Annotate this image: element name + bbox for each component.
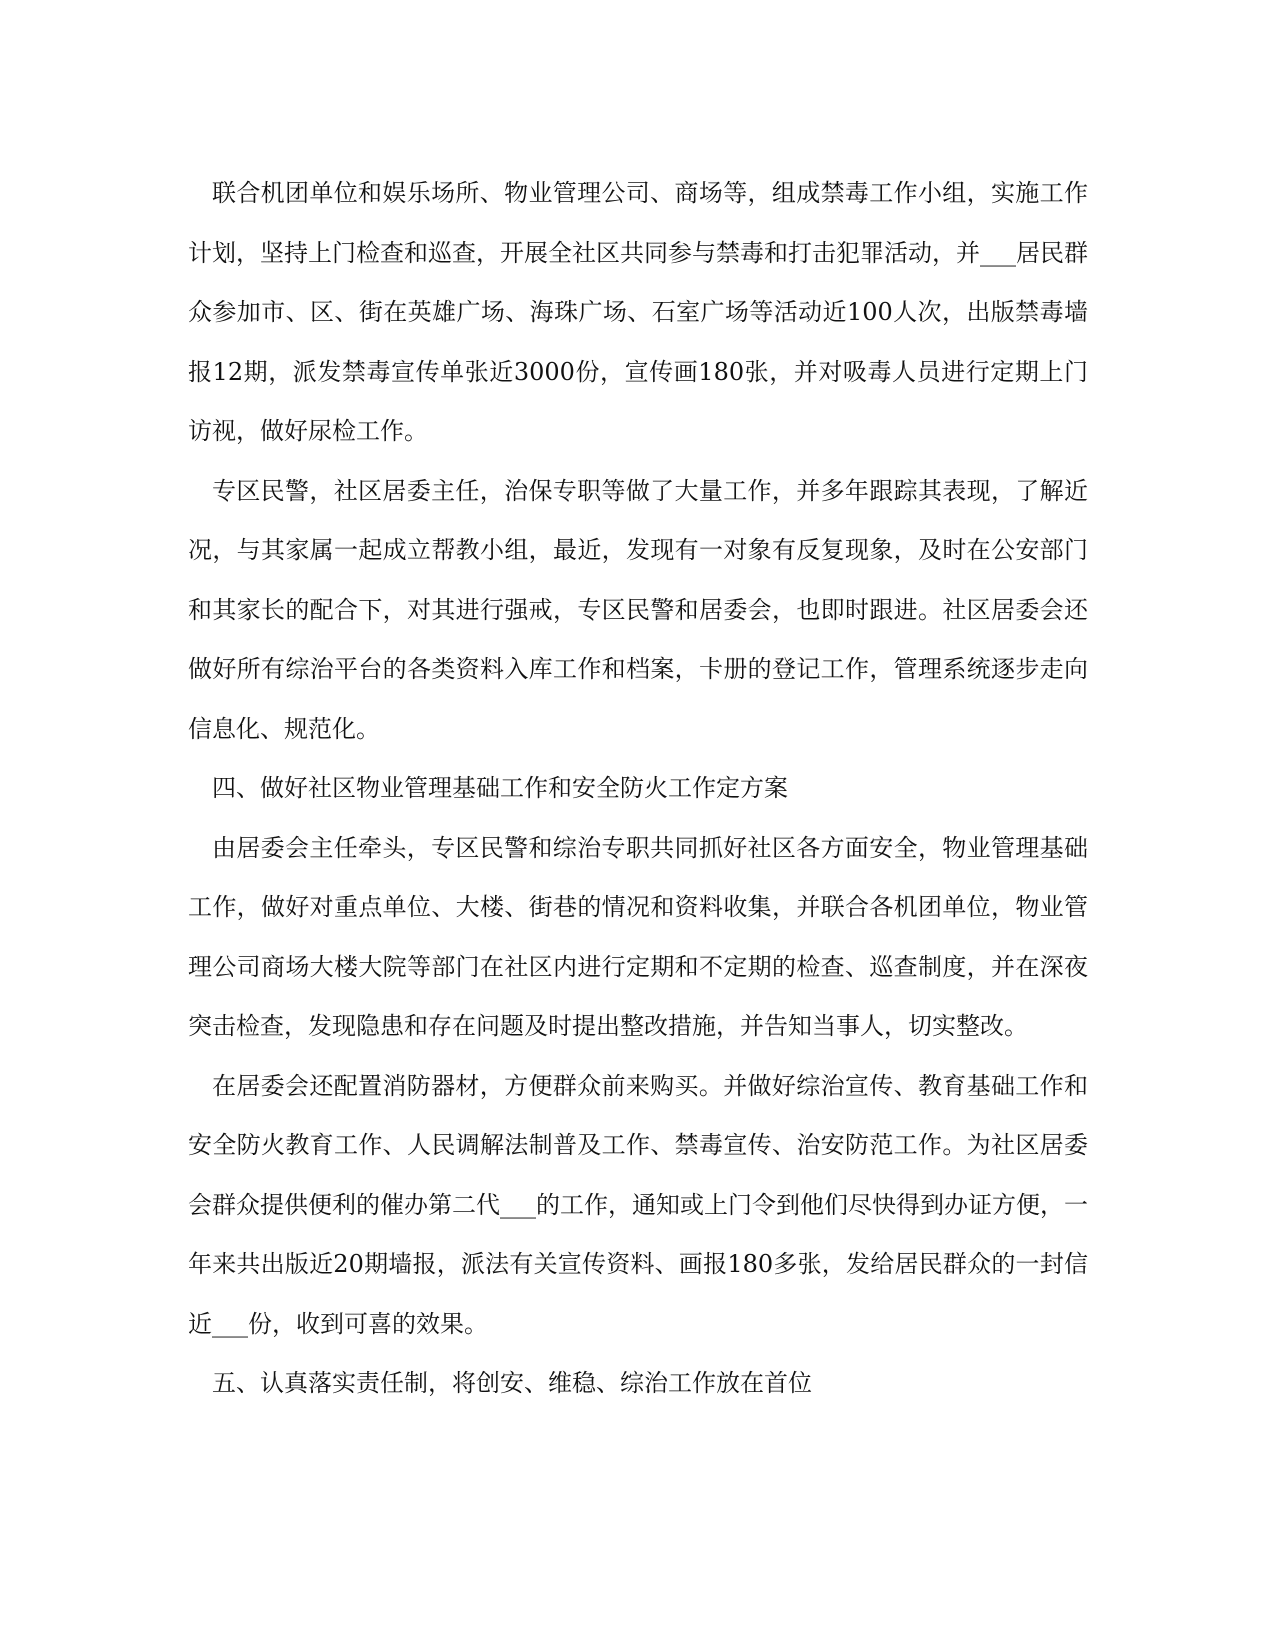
paragraph-drug-control-activities: 联合机团单位和娱乐场所、物业管理公司、商场等，组成禁毒工作小组，实施工作计划，坚持上门检查和巡查，开展全社区共同参与禁毒和打击犯罪活动，并___居民群众参加市、区、街在英雄广场、海珠广场、石室广场等活动近100人次，出版禁毒墙报12期，派发禁毒宣传单张近3000份，宣传画180张，并对吸毒人员进行定期上门访视，做好尿检工作。 [188,179,1088,445]
paragraph-property-safety: 由居委会主任牵头，专区民警和综治专职共同抓好社区各方面安全，物业管理基础工作，做好对重点单位、大楼、街巷的情况和资料收集，并联合各机团单位，物业管理公司商场大楼大院等部门在社区内进行定期和不定期的检查、巡查制度，并在深夜突击检查，发现隐患和存在问题及时提出整改措施，并告知当事人，切实整改。 [188,833,1088,1040]
section-heading-4: 四、做好社区物业管理基础工作和安全防火工作定方案 [212,774,788,802]
paragraph-fire-equipment-publicity: 在居委会还配置消防器材，方便群众前来购买。并做好综治宣传、教育基础工作和安全防火教育工作、人民调解法制普及工作、禁毒宣传、治安防范工作。为社区居委会群众提供便利的催办第二代___的工作，通知或上门令到他们尽快得到办证方便，一年来共出版近20期墙报，派法有关宣传资料、画报180多张，发给居民群众的一封信近___份，收到可喜的效果。 [188,1071,1088,1338]
document-page [188,164,1088,1414]
paragraph-police-follow-up: 专区民警，社区居委主任，治保专职等做了大量工作，并多年跟踪其表现，了解近况，与其家属一起成立帮教小组，最近，发现有一对象有反复现象，及时在公安部门和其家长的配合下，对其进行强戒，专区民警和居委会，也即时跟进。社区居委会还做好所有综治平台的各类资料入库工作和档案，卡册的登记工作，管理系统逐步走向信息化、规范化。 [188,476,1088,743]
section-heading-5: 五、认真落实责任制，将创安、维稳、综治工作放在首位 [212,1369,812,1397]
